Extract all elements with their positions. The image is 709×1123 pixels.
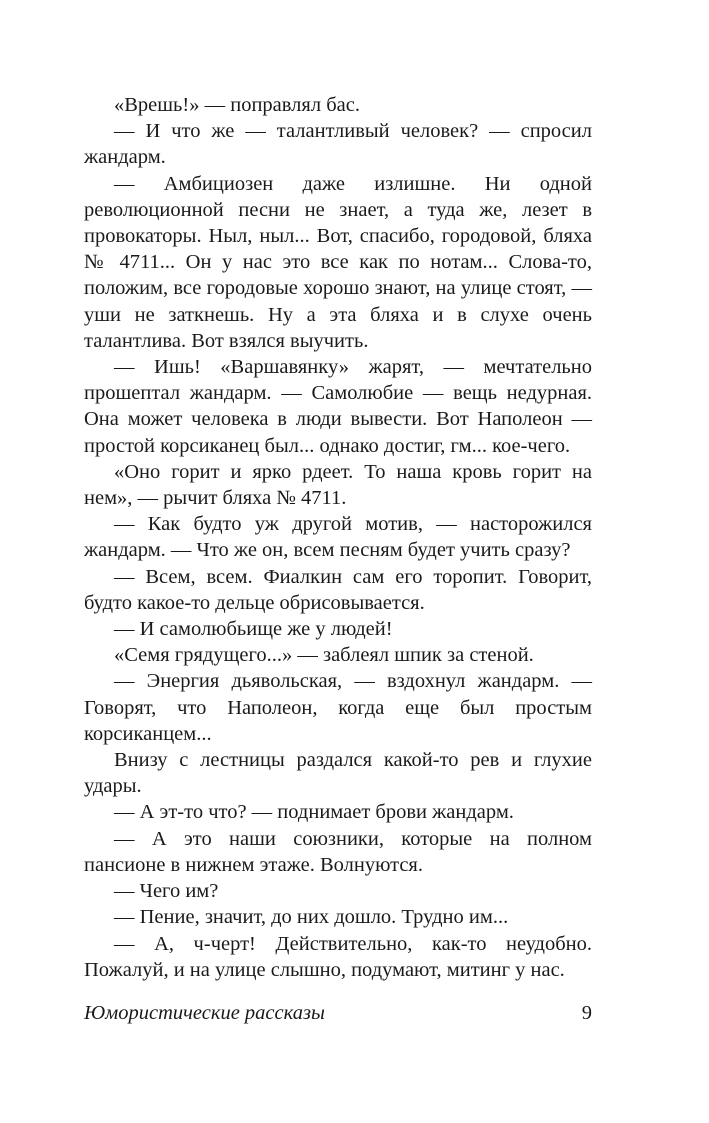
paragraph: «Врешь!» — поправлял бас.	[114, 94, 360, 116]
paragraph: — Амбициозен даже излишне. Ни одной революционной песни не знает, а туда же, лезет в провокаторы. Ныл, ныл... Вот, спасибо, городовой, бляха № 4711... Он у нас это все как по нотам... Слова-то, положим, все городовые хорошо знают, на улице стоят, — уши не заткнешь. Ну а эта бляха и в слухе очень талантлива. Вот взялся выучить.	[84, 172, 592, 352]
running-title: Юмористические рассказы	[84, 1002, 325, 1024]
paragraph: — А эт-то что? — поднимает брови жандарм.	[114, 801, 514, 824]
paragraph: — Всем, всем. Фиалкин сам его торопит. Говорит, будто какое-то дельце обрисовывается.	[84, 565, 592, 614]
paragraph: — Чего им?	[114, 880, 219, 903]
page-number: 9	[581, 1002, 592, 1024]
paragraph: — Пение, значит, до них дошло. Трудно им...	[114, 906, 509, 929]
paragraph: — И самолюбьище же у людей!	[114, 618, 393, 641]
paragraph: «Оно горит и ярко рдеет. То наша кровь горит на нем», — рычит бляха № 4711.	[84, 460, 592, 510]
paragraph: — А, ч-черт! Действительно, как-то неудобно. Пожалуй, и на улице слышно, подумают, митинг у нас.	[84, 932, 592, 981]
paragraph: — И что же — талантливый человек? — спросил жандарм.	[84, 120, 592, 169]
page-footer	[84, 1002, 592, 1030]
paragraph: — Энергия дьявольская, — вздохнул жандарм. — Говорят, что Наполеон, когда еще был простым корсиканцем...	[84, 670, 592, 745]
paragraph: — Ишь! «Варшавянку» жарят, — мечтательно прошептал жандарм. — Самолюбие — вещь недурная. Она может человека в люди вывести. Вот Наполеон — простой корсиканец был... однако достиг, гм... кое-чего.	[84, 356, 592, 457]
paragraph: «Семя грядущего...» — заблеял шпик за стеной.	[114, 644, 534, 667]
page-body	[84, 92, 592, 983]
paragraph: — Как будто уж другой мотив, — насторожился жандарм. — Что же он, всем песням будет учить сразу?	[84, 513, 592, 562]
paragraph: — А это наши союзники, которые на полном пансионе в нижнем этаже. Волнуются.	[84, 827, 592, 876]
paragraph: Внизу с лестницы раздался какой-то рев и глухие удары.	[84, 749, 592, 798]
